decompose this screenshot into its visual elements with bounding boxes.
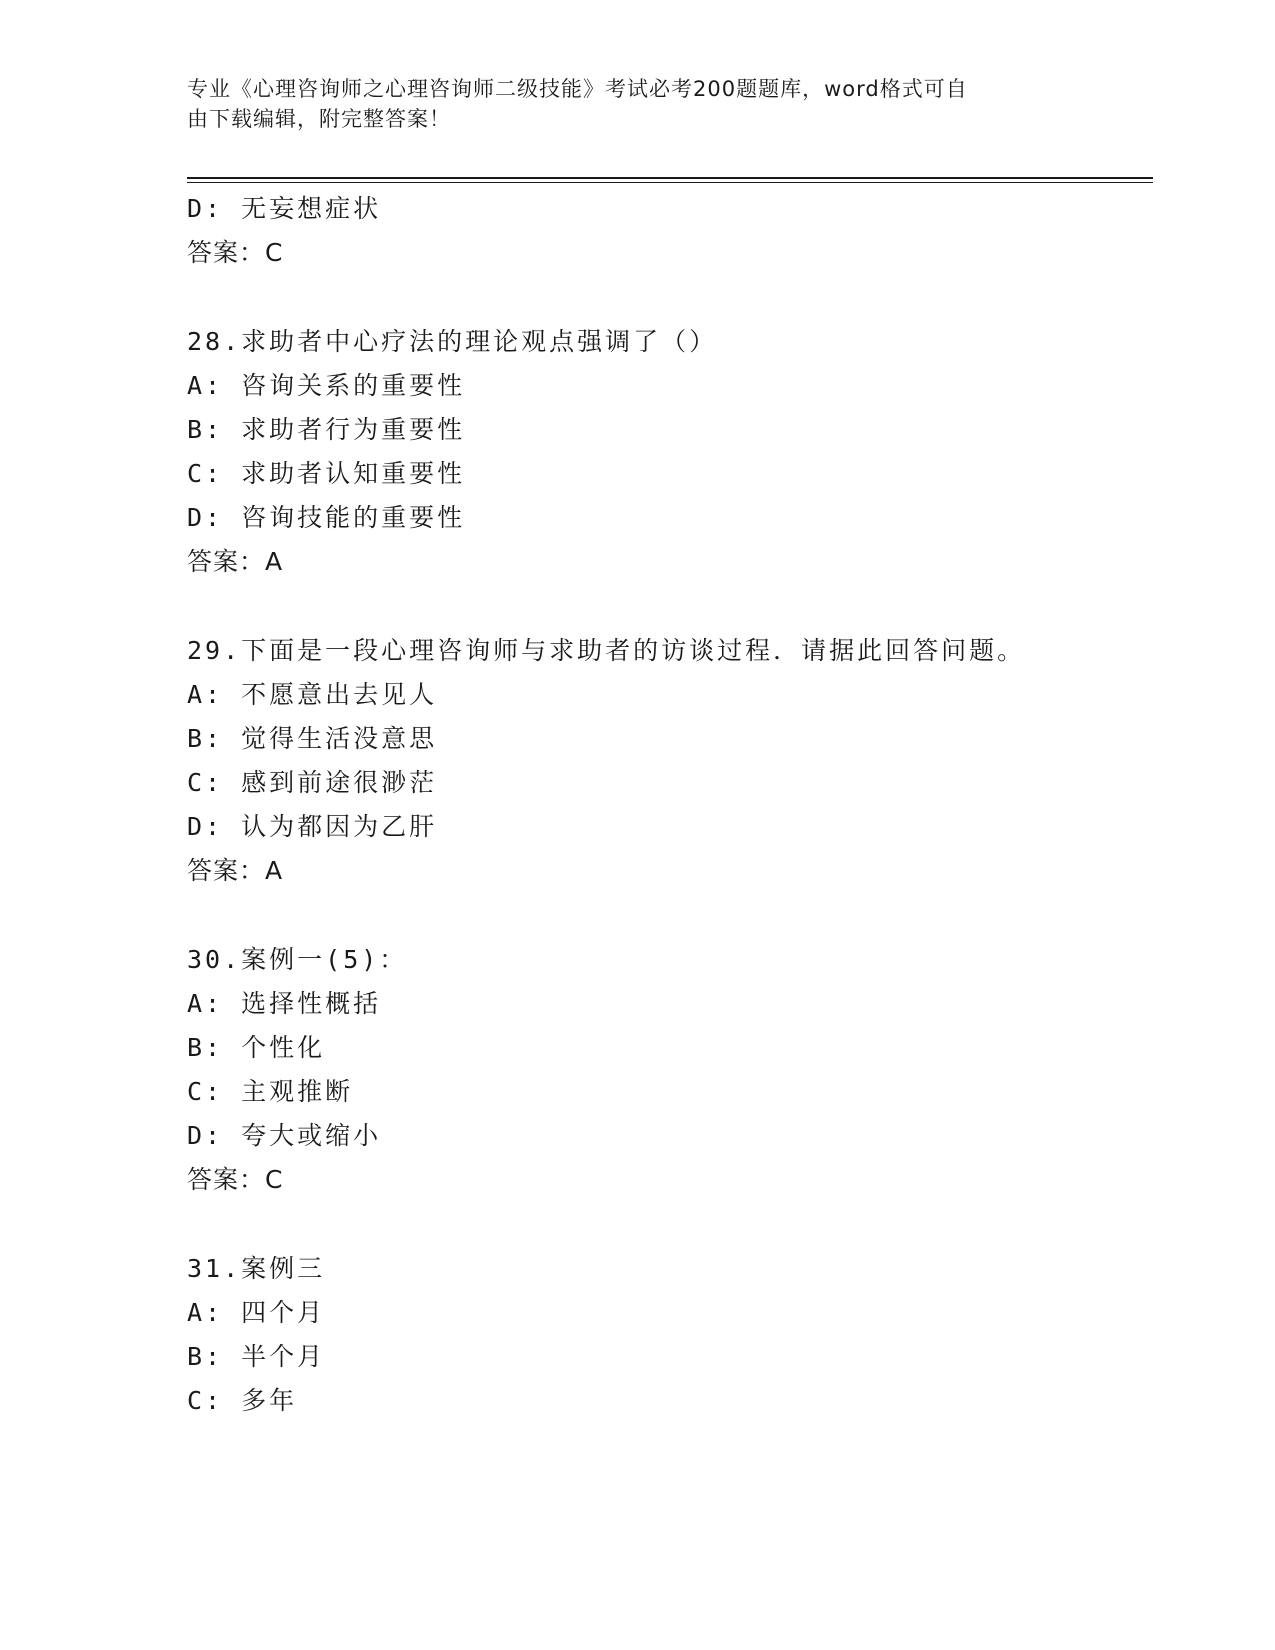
question-29-option-b: B: 觉得生活没意思 [187, 724, 438, 753]
question-30-option-c: C: 主观推断 [187, 1077, 354, 1106]
header-line-1: 专业《心理咨询师之心理咨询师二级技能》考试必考200题题库，word格式可自 [187, 77, 968, 101]
document-header [187, 74, 1067, 134]
question-28-option-d: D: 咨询技能的重要性 [187, 503, 466, 532]
question-29-option-a: A: 不愿意出去见人 [187, 680, 438, 709]
question-28-stem: 28.求助者中心疗法的理论观点强调了（） [187, 327, 718, 356]
question-28-option-a: A: 咨询关系的重要性 [187, 371, 466, 400]
question-28-option-b: B: 求助者行为重要性 [187, 415, 466, 444]
question-29-stem: 29.下面是一段心理咨询师与求助者的访谈过程．请据此回答问题。 [187, 636, 1026, 665]
question-31-option-a: A: 四个月 [187, 1298, 326, 1327]
question-30-option-a: A: 选择性概括 [187, 989, 382, 1018]
question-30-answer: 答案：C [187, 1165, 284, 1194]
question-31-option-b: B: 半个月 [187, 1342, 326, 1371]
question-29-option-c: C: 感到前途很渺茫 [187, 768, 438, 797]
prev-answer: 答案：C [187, 238, 284, 267]
header-rule-thick [187, 177, 1153, 179]
question-31-option-c: C: 多年 [187, 1386, 298, 1415]
prev-option-d: D: 无妄想症状 [187, 194, 382, 223]
question-28-option-c: C: 求助者认知重要性 [187, 459, 466, 488]
question-29-answer: 答案：A [187, 856, 284, 885]
question-29-option-d: D: 认为都因为乙肝 [187, 812, 438, 841]
question-28-answer: 答案：A [187, 547, 284, 576]
question-30-option-d: D: 夸大或缩小 [187, 1121, 382, 1150]
header-rule-thin [187, 182, 1153, 183]
question-30-option-b: B: 个性化 [187, 1033, 326, 1062]
question-30-stem: 30.案例一(5)： [187, 945, 408, 974]
question-31-stem: 31.案例三 [187, 1254, 326, 1283]
header-line-2: 由下载编辑，附完整答案！ [187, 107, 451, 131]
